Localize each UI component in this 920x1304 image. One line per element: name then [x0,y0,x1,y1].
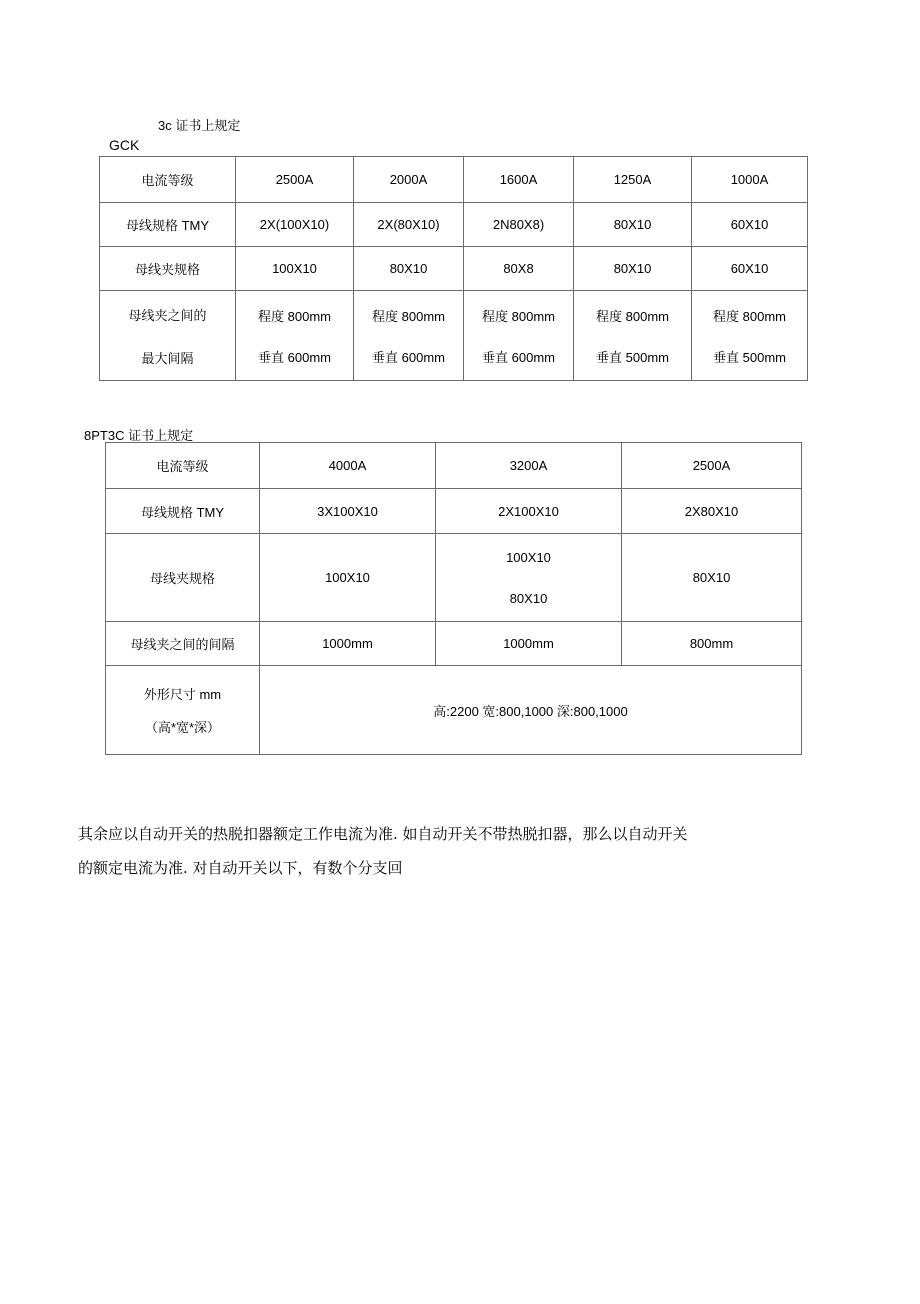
table-cell: 1000mm [260,622,436,666]
table-row [106,534,802,622]
table-cell: 2X(100X10) [236,203,354,247]
table-cell: 1600A [464,157,574,203]
vertical-spacing: 垂直 600mm [372,349,445,365]
table-row [100,291,808,381]
row-label: 电流等级 [100,157,236,203]
table-cell: 80X8 [464,247,574,291]
horizontal-spacing: 程度 800mm [713,308,786,324]
table-cell [436,534,622,622]
table-cell: 100X10 [260,534,436,622]
table-row [100,203,808,247]
table-cell: 800mm [622,622,802,666]
horizontal-spacing: 程度 800mm [372,308,445,324]
row-label: 母线夹之间的间隔 [106,622,260,666]
table-cell: 80X10 [354,247,464,291]
table-cell [464,291,574,381]
table-cell: 2X(80X10) [354,203,464,247]
table-cell [354,291,464,381]
table-cell: 2X80X10 [622,489,802,534]
row-label: 母线夹规格 [106,534,260,622]
table-row [106,489,802,534]
row-label-line: （高*宽*深） [144,720,221,735]
table-cell: 3X100X10 [260,489,436,534]
table-cell: 3200A [436,443,622,489]
horizontal-spacing: 程度 800mm [258,308,331,324]
table-cell: 2500A [236,157,354,203]
row-label: 母线夹规格 [100,247,236,291]
table-row [106,443,802,489]
table-cell [574,291,692,381]
paragraph-line: 其余应以自动开关的热脱扣器额定工作电流为准. 如自动开关不带热脱扣器，那么以自动开关 [78,825,688,843]
table-row [106,666,802,755]
row-label [106,666,260,755]
vertical-spacing: 垂直 600mm [482,349,555,365]
horizontal-spacing: 程度 800mm [482,308,555,324]
8pt3c-spec-table [105,442,802,755]
table-row [100,157,808,203]
table-cell: 80X10 [574,247,692,291]
row-label: 母线规格 TMY [100,203,236,247]
table-row [106,622,802,666]
row-label-line: 母线夹之间的 [128,307,207,323]
table-cell: 1000A [692,157,808,203]
table-cell: 100X10 [236,247,354,291]
table-cell: 2500A [622,443,802,489]
table-cell: 1250A [574,157,692,203]
horizontal-spacing: 程度 800mm [596,308,669,324]
row-label-line: 最大间隔 [141,350,194,366]
table-cell: 1000mm [436,622,622,666]
table-cell: 80X10 [622,534,802,622]
section1-caption: 3c 证书上规定 [158,118,241,133]
row-label [100,291,236,381]
row-label-line: 外形尺寸 mm [143,687,222,702]
table-cell: 4000A [260,443,436,489]
paragraph-line: 的额定电流为准. 对自动开关以下，有数个分支回 [78,859,403,877]
body-paragraph [78,817,798,885]
table-cell: 2000A [354,157,464,203]
table-cell [236,291,354,381]
vertical-spacing: 垂直 500mm [713,349,786,365]
table-cell: 2N80X8) [464,203,574,247]
section1-model: GCK [109,137,140,153]
table-cell: 高:2200 宽:800,1000 深:800,1000 [260,666,802,755]
table-cell: 80X10 [574,203,692,247]
table-row [100,247,808,291]
clamp-spec-line: 80X10 [509,590,548,606]
row-label: 母线规格 TMY [106,489,260,534]
vertical-spacing: 垂直 600mm [258,349,331,365]
clamp-spec-line: 100X10 [506,549,551,565]
gck-spec-table [99,156,808,381]
table-cell: 60X10 [692,203,808,247]
section2-caption: 8PT3C 证书上规定 [84,428,194,443]
table-cell: 2X100X10 [436,489,622,534]
vertical-spacing: 垂直 500mm [596,349,669,365]
row-label: 电流等级 [106,443,260,489]
table-cell: 60X10 [692,247,808,291]
table-cell [692,291,808,381]
